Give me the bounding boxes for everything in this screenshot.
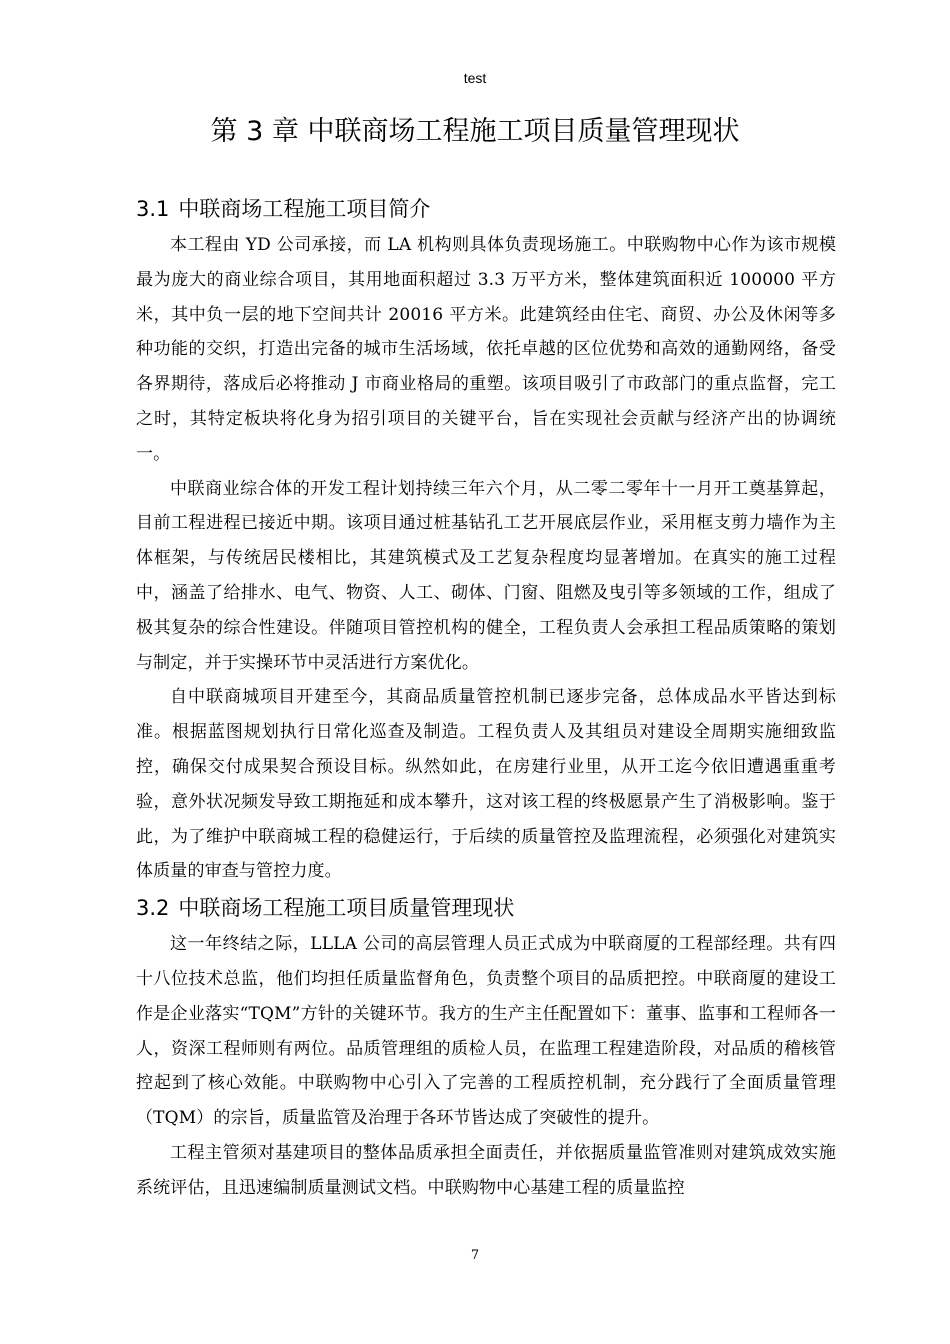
paragraph: 自中联商城项目开建至今，其商品质量管控机制已逐步完备，总体成品水平皆达到标准。根据蓝图规划执行日常化巡查及制造。工程负责人及其组员对建设全周期实施细致监控，确保交付成果契合预设目标。纵然如此，在房建行业里，从开工迄今依旧遭遇重重考验，意外状况频发导致工期拖延和成本攀升，这对该工程的终极愿景产生了消极影响。鉴于此，为了维护中联商城工程的稳健运行，于后续的质量管控及监理流程，必须强化对建筑实体质量的审查与管控力度。 — [136, 687, 836, 882]
section-number: 3.1 — [136, 197, 170, 221]
section-title: 中联商场工程施工项目简介 — [178, 197, 431, 221]
section-heading-3-2 — [136, 889, 836, 927]
paragraph: 这一年终结之际，LLLA 公司的高层管理人员正式成为中联商厦的工程部经理。共有四十八位技术总监，他们均担任质量监督角色，负责整个项目的品质把控。中联商厦的建设工作是企业落实“TQM”方针的关键环节。我方的生产主任配置如下：董事、监事和工程师各一人，资深工程师则有两位。品质管理组的质检人员，在监理工程建造阶段，对品质的稽核管控起到了核心效能。中联购物中心引入了完善的工程质控机制，充分践行了全面质量管理（TQM）的宗旨，质量监管及治理于各环节皆达成了突破性的提升。 — [136, 934, 836, 1129]
section-number: 3.2 — [136, 896, 170, 921]
paragraph: 中联商业综合体的开发工程计划持续三年六个月，从二零二零年十一月开工奠基算起，目前工程进程已接近中期。该项目通过桩基钻孔工艺开展底层作业，采用框支剪力墙作为主体框架，与传统居民楼相比，其建筑模式及工艺复杂程度均显著增加。在真实的施工过程中，涵盖了给排水、电气、物资、人工、砌体、门窗、阻燃及曳引等多领域的工作，组成了极其复杂的综合性建设。伴随项目管控机构的健全，工程负责人会承担工程品质策略的策划与制定，并于实操环节中灵活进行方案优化。 — [136, 478, 836, 673]
paragraph: 本工程由 YD 公司承接，而 LA 机构则具体负责现场施工。中联购物中心作为该市规模最为庞大的商业综合项目，其用地面积超过 3.3 万平方米，整体建筑面积近 100000 平方米，其中负一层的地下空间共计 20016 平方米。此建筑经由住宅、商贸、办公及休闲等多种功能的交织，打造出完备的城市生活场域，依托卓越的区位优势和高效的通勤网络，备受各界期待，落成后必将推动 J 市商业格局的重塑。该项目吸引了市政部门的重点监督，完工之时，其特定板块将化身为招引项目的关键平台，旨在实现社会贡献与经济产出的协调统一。 — [136, 235, 836, 464]
section-heading-3-1 — [136, 190, 836, 228]
chapter-title: 第 3 章 中联商场工程施工项目质量管理现状 — [210, 116, 740, 147]
section-title: 中联商场工程施工项目质量管理现状 — [178, 896, 515, 921]
document-body — [136, 190, 836, 1206]
page-number: 7 — [470, 1248, 480, 1263]
paragraph: 工程主管须对基建项目的整体品质承担全面责任，并依据质量监管准则对建筑成效实施系统评估，且迅速编制质量测试文档。中联购物中心基建工程的质量监控 — [136, 1142, 836, 1198]
page-header: test — [463, 70, 487, 86]
